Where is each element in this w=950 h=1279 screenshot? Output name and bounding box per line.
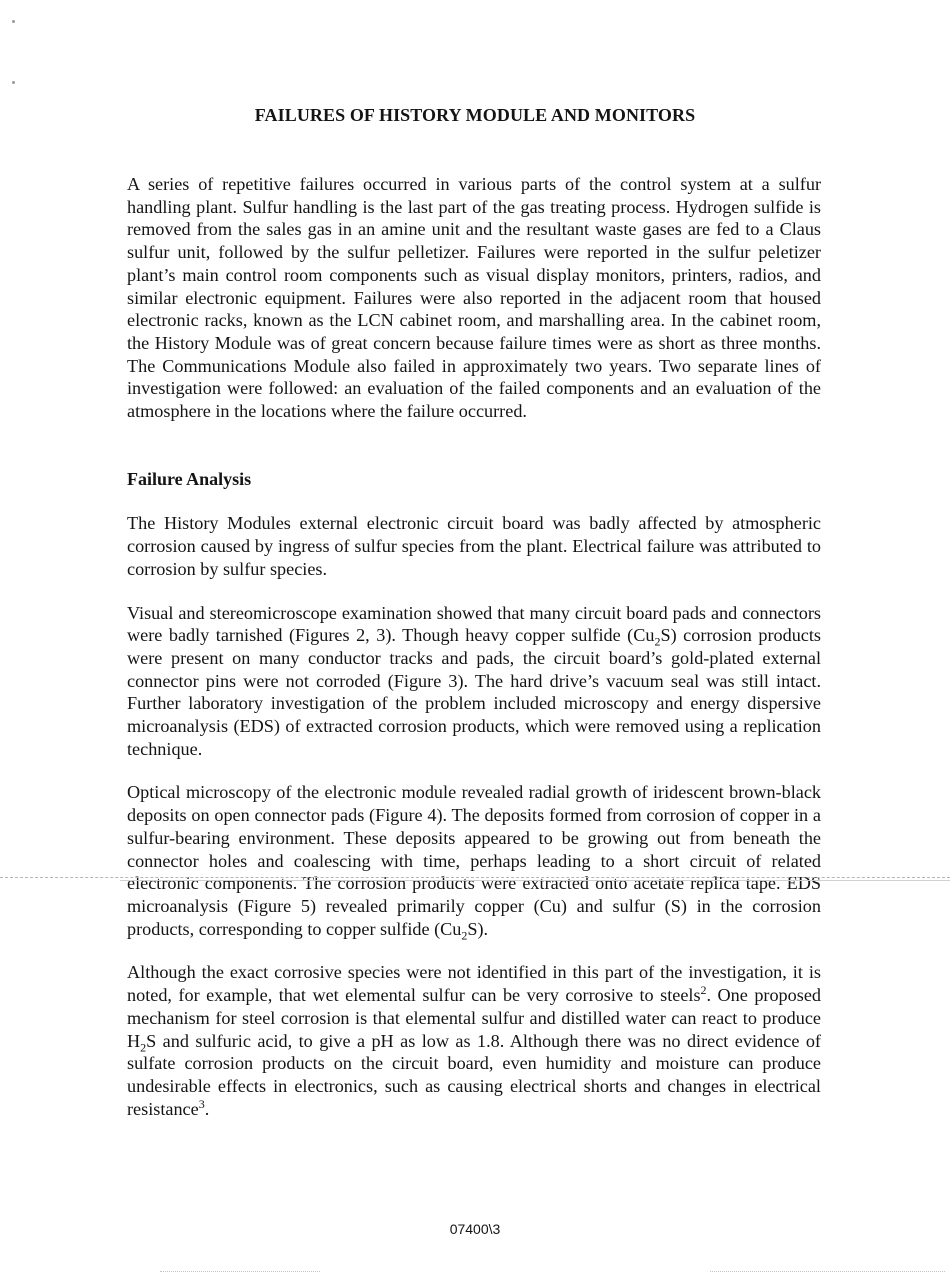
scan-artifact-line — [160, 1271, 320, 1272]
paragraph-3: Optical microscopy of the electronic module revealed radial growth of iridescent brown-black deposits on open connector pads (Figure 4). The deposits formed from corrosion of copper in a sulfur-bearing environment. These deposits appeared to be growing out from beneath the connector holes and coalescing with time, perhaps leading to a short circuit of related electronic components. The corrosion products were extracted onto acetate replica tape. EDS microanalysis (Figure 5) revealed primarily copper (Cu) and sulfur (S) in the corrosion products, corresponding to copper sulfide $(Cu_2S)$. — [127, 782, 821, 943]
scan-artifact-line — [120, 880, 950, 881]
scan-speck — [12, 20, 15, 23]
intro-paragraph: A series of repetitive failures occurred in various parts of the control system at a sulfur handling plant. Sulfur handling is the last part of the gas treating process. Hydrogen sulfide is removed from the sales gas in an amine unit and the resultant waste gases are fed to a Claus sulfur unit, followed by the sulfur pelletizer. Failures were reported in the sulfur peletizer plant’s main control room components such as visual display monitors, printers, radios, and similar electronic equipment. Failures were also reported in the adjacent room that housed electronic racks, known as the LCN cabinet room, and marshalling area. In the cabinet room, the History Module was of great concern because failure times were as short as three months. The Communications Module also failed in approximately two years. Two separate lines of investigation were followed: an evaluation of the failed components and an evaluation of the atmosphere in the locations where the failure occurred. — [127, 174, 821, 422]
section-heading: Failure Analysis — [127, 468, 252, 489]
page-footer-code: 07400\3 — [449, 1221, 501, 1237]
document-title: FAILURES OF HISTORY MODULE AND MONITORS — [254, 105, 696, 125]
scan-artifact-line — [710, 1271, 945, 1272]
paragraph-1: The History Modules external electronic circuit board was badly affected by atmospheric corrosion caused by ingress of sulfur species from the plant. Electrical failure was attributed to corrosion by sulfur species. — [127, 513, 821, 579]
paragraph-4: Although the exact corrosive species were not identified in this part of the investigation, it is noted, for example, that wet elemental sulfur can be very corrosive to steels$^2$. One proposed mechanism for steel corrosion is that elemental sulfur and distilled water can react to produce $H_2S$ and sulfuric acid, to give a pH as low as 1.8. Although there was no direct evidence of sulfate corrosion products on the circuit board, even humidity and moisture can produce undesirable effects in electronics, such as causing electrical shorts and changes in electrical resistance$^3$. — [127, 962, 821, 1119]
scan-artifact-line — [0, 877, 950, 878]
scan-speck — [12, 81, 15, 84]
paragraph-2: Visual and stereomicroscope examination showed that many circuit board pads and connectors were badly tarnished (Figures 2, 3). Though heavy copper sulfide $(Cu_2S)$ corrosion products were present on many conductor tracks and pads, the circuit board’s gold-plated external connector pins were not corroded (Figure 3). The hard drive’s vacuum seal was still intact. Further laboratory investigation of the problem included microscopy and energy dispersive microanalysis (EDS) of extracted corrosion products, which were removed using a replication technique. — [127, 602, 821, 759]
document-body — [127, 173, 821, 1120]
